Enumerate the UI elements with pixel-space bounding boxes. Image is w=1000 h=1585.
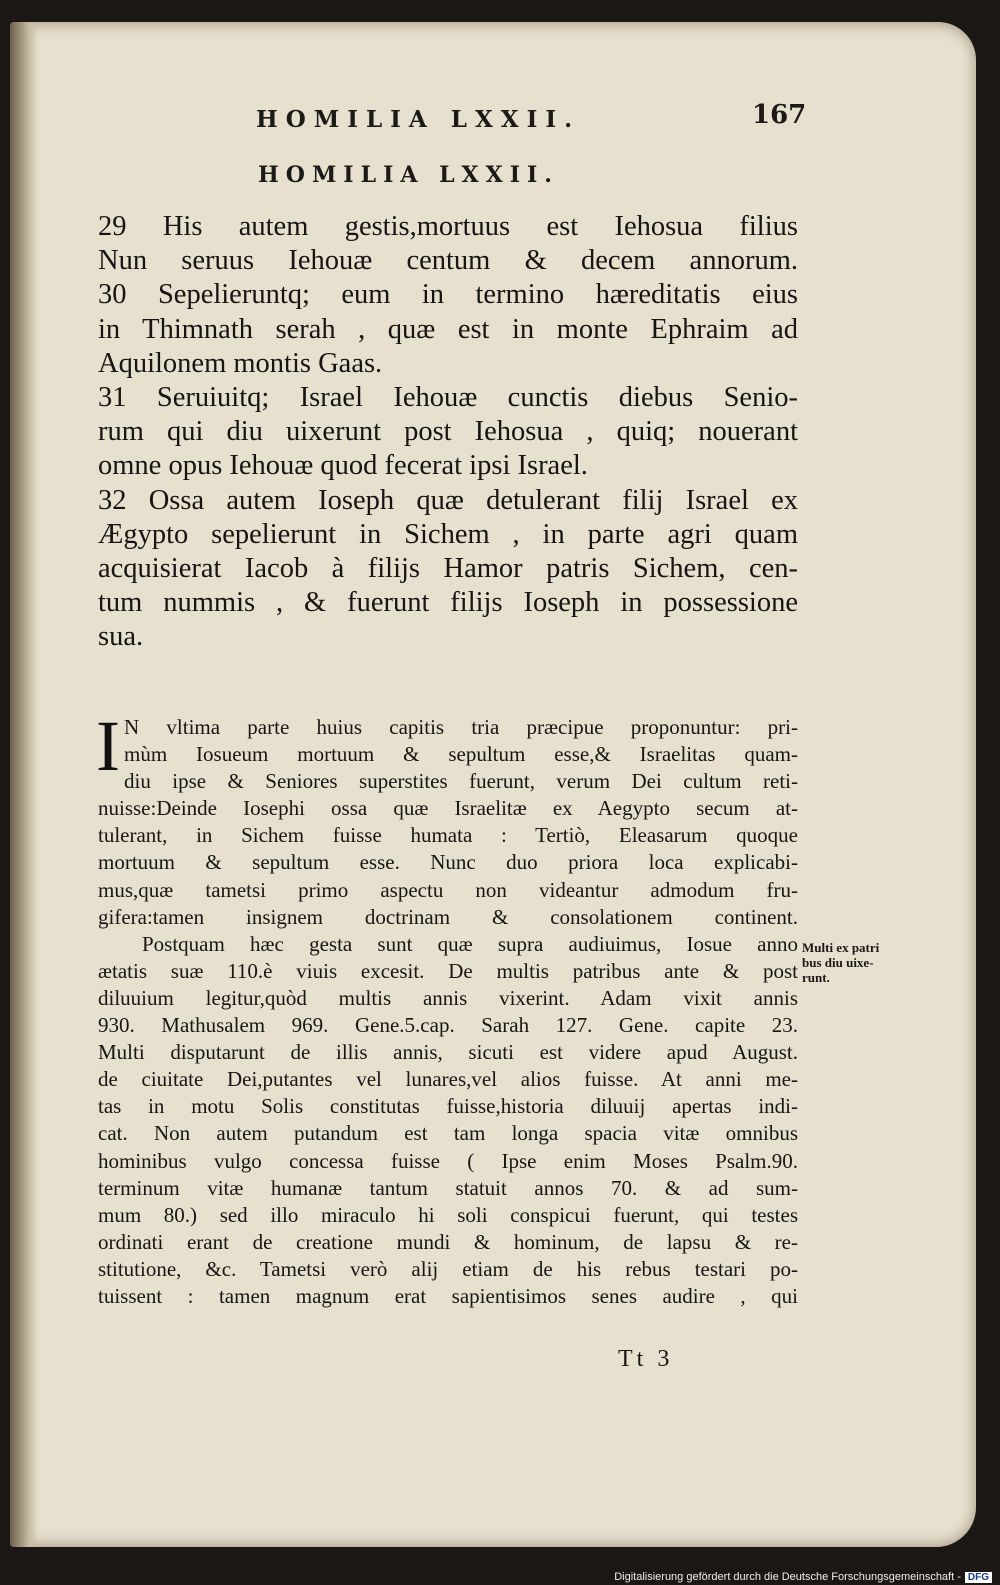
digitization-credit	[614, 1571, 992, 1583]
marginal-note-line: Multi ex patri	[802, 940, 880, 955]
commentary-line: Postquam hæc gesta sunt quæ supra audiuimus, Iosue anno	[142, 931, 798, 956]
commentary-line: de ciuitate Dei,putantes vel lunares,vel alios fuisse. At anni me-	[98, 1067, 798, 1092]
verse-line: 32 Ossa autem Ioseph quæ detulerant filij Israel ex	[98, 484, 798, 516]
scripture-verses	[98, 210, 798, 655]
commentary-text	[96, 706, 798, 1310]
verse-line: Ægypto sepelierunt in Sichem , in parte agri quam	[98, 518, 798, 550]
verse-line: 29 His autem gestis,mortuus est Iehosua filius	[98, 211, 798, 242]
marginal-note-line: runt.	[802, 970, 830, 985]
commentary-line: hominibus vulgo concessa fuisse ( Ipse enim Moses Psalm.90.	[98, 1148, 798, 1173]
verse-line: omne opus Iehouæ quod fecerat ipsi Israel.	[98, 450, 588, 482]
verse-line: 31 Seruiuitq; Israel Iehouæ cunctis diebus Senio-	[98, 382, 798, 414]
marginal-note-line: bus diu uixe-	[802, 955, 874, 970]
book-page	[10, 22, 976, 1547]
running-head: HOMILIA LXXII.	[256, 106, 581, 133]
verse-line: tum nummis , & fuerunt filijs Ioseph in possessione	[98, 587, 798, 619]
commentary-line: nuisse:Deinde Iosephi ossa quæ Israelitæ ex Aegypto secum at-	[98, 796, 798, 821]
commentary-line: mum 80.) sed illo miraculo hi soli conspicui fuerunt, qui testes	[98, 1202, 798, 1227]
verse-line: in Thimnath serah , quæ est in monte Ephraim ad	[98, 313, 798, 345]
commentary-line: tas in motu Solis constitutas fuisse,historia diluuij apertas indi-	[98, 1094, 798, 1119]
commentary-line: gifera:tamen insignem doctrinam & consolationem continent.	[98, 904, 798, 929]
verse-line: acquisierat Iacob à filijs Hamor patris Sichem, cen-	[98, 553, 798, 585]
commentary-line: terminum vitæ humanæ tantum statuit annos 70. & ad sum-	[98, 1175, 798, 1200]
commentary-line: diu ipse & Seniores superstites fuerunt, verum Dei cultum reti-	[123, 769, 798, 794]
verse-line: Nun seruus Iehouæ centum & decem annorum.	[98, 245, 798, 277]
commentary-line: ætatis suæ 110.è viuis excesit. De multis patribus ante & post	[98, 958, 798, 983]
commentary-line: ordinati erant de creatione mundi & hominum, de lapsu & re-	[98, 1229, 798, 1254]
commentary-line: tuissent : tamen magnum erat sapientisimos senes audire , qui	[98, 1283, 798, 1308]
commentary-line: 930. Mathusalem 969. Gene.5.cap. Sarah 127. Gene. capite 23.	[98, 1013, 798, 1038]
commentary-line: diluuium legitur,quòd multis annis vixerint. Adam vixit annis	[98, 985, 798, 1010]
verse-line: sua.	[98, 621, 144, 653]
commentary-line: mus,quæ tametsi primo aspectu non videantur admodum fru-	[98, 877, 798, 902]
commentary-line: mùm Iosueum mortuum & sepultum esse,& Israelitas quam-	[123, 742, 798, 767]
page-number: 167	[752, 100, 807, 130]
marginal-note	[802, 940, 932, 985]
verse-line: rum qui diu uixerunt post Iehosua , quiq; nouerant	[98, 416, 798, 448]
signature-mark: Tt 3	[618, 1346, 674, 1372]
commentary-line: N vltima parte huius capitis tria præcipue proponuntur: pri-	[123, 715, 798, 739]
commentary-line: Multi disputarunt de illis annis, sicuti est videre apud August.	[98, 1040, 798, 1065]
commentary-line: stitutione, &c. Tametsi verò alij etiam de his rebus testari po-	[98, 1256, 798, 1281]
commentary-line: mortuum & sepultum esse. Nunc duo priora loca explicabi-	[98, 850, 798, 875]
verse-line: Aquilonem montis Gaas.	[98, 347, 383, 379]
credit-text: Digitalisierung gefördert durch die Deutsche Forschungsgemeinschaft -	[614, 1571, 961, 1583]
commentary-line: tulerant, in Sichem fuisse humata : Tertiò, Eleasarum quoque	[98, 823, 798, 848]
page-gutter-shadow	[10, 22, 38, 1547]
dfg-logo: DFG	[965, 1572, 992, 1583]
drop-cap: I	[96, 706, 120, 786]
verse-line: 30 Sepelieruntq; eum in termino hæreditatis eius	[98, 279, 798, 311]
commentary-line: cat. Non autem putandum est tam longa spacia vitæ omnibus	[98, 1121, 798, 1146]
homily-title: HOMILIA LXXII.	[258, 162, 559, 188]
